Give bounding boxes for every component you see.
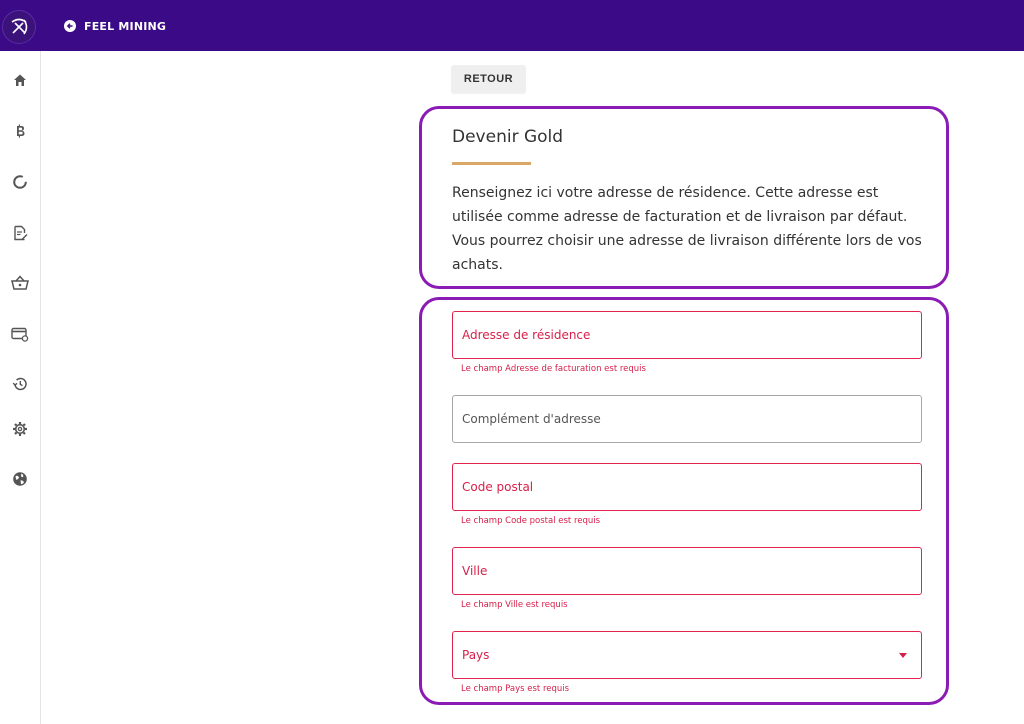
app-name: FEEL MINING: [84, 19, 167, 33]
address-field[interactable]: [452, 311, 922, 359]
postal-code-placeholder: Code postal: [462, 480, 534, 494]
city-field[interactable]: [452, 547, 922, 595]
document-edit-icon[interactable]: [10, 223, 30, 243]
info-description: Renseignez ici votre adresse de résidence. Cette adresse est utilisée comme adresse de facturation et de livraison par défaut. Vous pourrez choisir une adresse de livraison différente lors de vos achats.: [452, 185, 922, 273]
caret-down-icon: [899, 653, 907, 658]
gear-icon[interactable]: [10, 419, 30, 439]
postal-code-error: Le champ Code postal est requis: [461, 516, 601, 526]
circle-progress-icon[interactable]: [10, 172, 30, 192]
pickaxe-logo-icon: [8, 16, 30, 38]
basket-icon[interactable]: [10, 273, 30, 293]
page-title: Devenir Gold: [452, 127, 564, 147]
country-error: Le champ Pays est requis: [461, 684, 570, 694]
back-to-app-link[interactable]: [64, 18, 166, 34]
address-error: Le champ Adresse de facturation est requis: [461, 364, 646, 374]
info-card: [419, 106, 949, 289]
city-error: Le champ Ville est requis: [461, 600, 568, 610]
title-underline: [452, 162, 531, 165]
address-form-card: [419, 297, 949, 705]
card-settings-icon[interactable]: [10, 324, 30, 344]
sidebar: [0, 51, 41, 724]
globe-icon[interactable]: [10, 469, 30, 489]
home-icon[interactable]: [10, 70, 30, 90]
top-bar: [0, 0, 1024, 51]
bitcoin-icon[interactable]: [10, 121, 30, 141]
city-placeholder: Ville: [462, 564, 488, 578]
back-button[interactable]: RETOUR: [451, 65, 526, 93]
country-placeholder: Pays: [462, 648, 490, 662]
country-select[interactable]: [452, 631, 922, 679]
address-placeholder: Adresse de résidence: [462, 328, 591, 342]
arrow-left-circle-icon: [64, 20, 76, 32]
logo[interactable]: [2, 10, 36, 44]
address-complement-placeholder: Complément d'adresse: [462, 412, 601, 426]
history-icon[interactable]: [10, 374, 30, 394]
address-complement-field[interactable]: [452, 395, 922, 443]
postal-code-field[interactable]: [452, 463, 922, 511]
